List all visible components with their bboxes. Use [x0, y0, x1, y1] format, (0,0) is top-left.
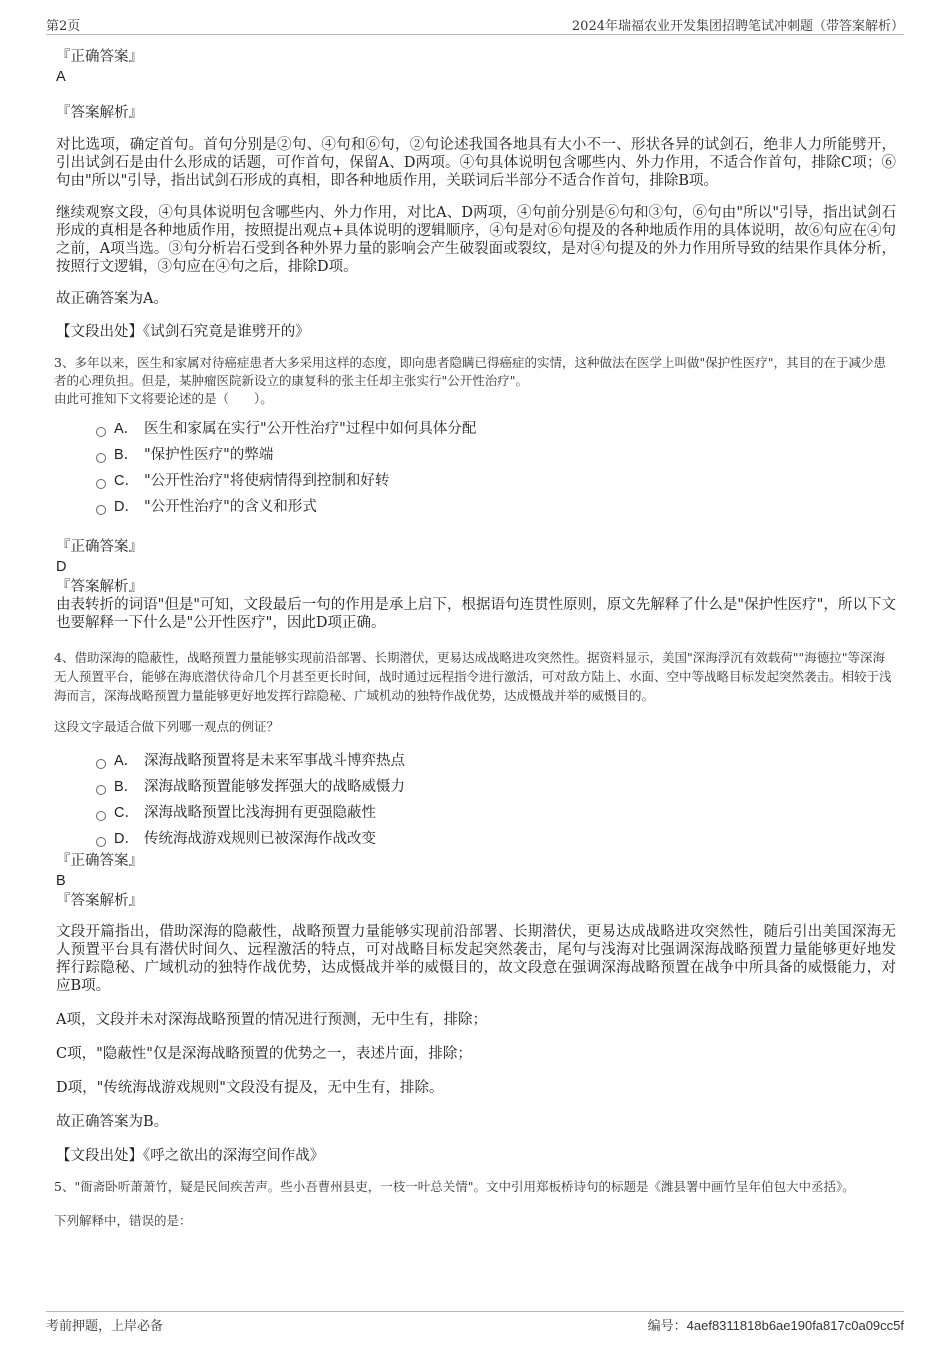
analysis-paragraph: A项，文段并未对深海战略预置的情况进行预测，无中生有，排除；: [56, 1012, 487, 1028]
option-c[interactable]: C． 深海战略预置比浅海拥有更强隐蔽性: [96, 800, 896, 826]
analysis-paragraph: C项，"隐蔽性"仅是深海战略预置的优势之一，表述片面，排除；: [56, 1046, 472, 1062]
analysis-conclusion: 故正确答案为A。: [56, 291, 168, 307]
question-prompt: 下列解释中，错误的是：: [54, 1213, 192, 1228]
question-stem: 4、借助深海的隐蔽性，战略预置力量能够实现前沿部署、长期潜伏，更易达成战略进攻突然性。据资料显示，美国"深海浮沉有效载荷""海德拉"等深海无人预置平台，能够在海底潜伏待命几个月甚至更长时间，战时通过远程指令进行激活，可对敌方陆上、水面、空中等战略目标发起突然袭击。相较于浅海而言，深海战略预置力量能够更好地发挥行踪隐秘、广域机动的独特作战优势，达成慑战并举的威慑目的。: [54, 650, 892, 703]
radio-icon[interactable]: [96, 759, 106, 769]
option-c[interactable]: C． "公开性治疗"将使病情得到控制和好转: [96, 468, 896, 494]
source-citation: 【文段出处】《试剑石究竟是谁劈开的》: [56, 324, 310, 340]
correct-answer: D: [56, 559, 67, 575]
option-d[interactable]: D． 传统海战游戏规则已被深海作战改变: [96, 826, 896, 852]
analysis-paragraph: D项，"传统海战游戏规则"文段没有提及，无中生有，排除。: [56, 1080, 444, 1096]
analysis-label: 『答案解析』: [56, 105, 143, 121]
page-header: [46, 14, 904, 35]
option-d[interactable]: D． "公开性治疗"的含义和形式: [96, 494, 896, 520]
option-b[interactable]: B． 深海战略预置能够发挥强大的战略威慑力: [96, 774, 896, 800]
analysis-paragraph: 继续观察文段，④句具体说明包含哪些内、外力作用，对比A、D两项，④句前分别是⑥句和③句，⑥句由"所以"引导，指出试剑石形成的真相是各种地质作用，按照提出观点+具体说明的逻辑顺序，④句是对⑥句提及的各种地质作用的具体说明，故⑥句应在④句之前，A项当选。③句分析岩石受到各种外界力量的影响会产生破裂面或裂纹，是对④句提及的外力作用所导致的结果作具体分析，按照行文逻辑，③句应在④句之后，排除D项。: [56, 205, 896, 275]
question-prompt: 这段文字最适合做下列哪一观点的例证？: [54, 719, 280, 734]
answer-label: 『正确答案』: [56, 49, 143, 65]
question-prompt: 由此可推知下文将要论述的是（ ）。: [54, 391, 273, 406]
option-list: [96, 748, 896, 852]
source-citation: 【文段出处】《呼之欲出的深海空间作战》: [56, 1148, 325, 1164]
analysis-conclusion: 故正确答案为B。: [56, 1114, 169, 1130]
option-a[interactable]: A． 医生和家属在实行"公开性治疗"过程中如何具体分配: [96, 416, 896, 442]
analysis-paragraph: 对比选项，确定首句。首句分别是②句、④句和⑥句，②句论述我国各地具有大小不一、形状各异的试剑石，绝非人力所能劈开，引出试剑石是由什么形成的话题，可作首句，保留A、D两项。④句具体说明包含哪些内、外力作用，不适合作首句，排除C项；⑥句由"所以"引导，指出试剑石形成的真相，即各种地质作用，关联词后半部分不适合作首句，排除B项。: [56, 137, 896, 189]
document-body: [56, 46, 896, 1230]
analysis-label: 『答案解析』: [56, 579, 143, 595]
option-list: [96, 416, 896, 520]
radio-icon[interactable]: [96, 505, 106, 515]
answer-label: 『正确答案』: [56, 853, 143, 869]
option-b[interactable]: B． "保护性医疗"的弊端: [96, 442, 896, 468]
radio-icon[interactable]: [96, 427, 106, 437]
analysis-paragraph: 由表转折的词语"但是"可知，文段最后一句的作用是承上启下，根据语句连贯性原则，原文先解释了什么是"保护性医疗"，所以下文也要解释一下什么是"公开性医疗"，因此D项正确。: [56, 597, 896, 631]
document-id: 编号：4aef8311818b6ae190fa817c0a09cc5f: [647, 1318, 904, 1333]
question-stem: 3、多年以来，医生和家属对待癌症患者大多采用这样的态度，即向患者隐瞒已得癌症的实情，这种做法在医学上叫做"保护性医疗"，其目的在于减少患者的心理负担。但是，某肿瘤医院新设立的康复科的张主任却主张实行"公开性治疗"。: [54, 355, 886, 388]
page-number: 第2页: [46, 19, 81, 34]
correct-answer: B: [56, 873, 66, 889]
page-footer: [46, 1311, 904, 1334]
correct-answer: A: [56, 69, 66, 85]
analysis-paragraph: 文段开篇指出，借助深海的隐蔽性，战略预置力量能够实现前沿部署、长期潜伏，更易达成战略进攻突然性，随后引出美国深海无人预置平台具有潜伏时间久、远程激活的特点，可对战略目标发起突然袭击，尾句与浅海对比强调深海战略预置力量能够更好地发挥行踪隐秘、广域机动的独特作战优势，达成慑战并举的威慑目的，故文段意在强调深海战略预置在战争中所具备的威慑能力，对应B项。: [56, 924, 896, 994]
radio-icon[interactable]: [96, 453, 106, 463]
footer-slogan: 考前押题，上岸必备: [46, 1319, 164, 1334]
document-title: 2024年瑞福农业开发集团招聘笔试冲刺题（带答案解析）: [571, 19, 904, 34]
option-a[interactable]: A． 深海战略预置将是未来军事战斗博弈热点: [96, 748, 896, 774]
question-stem: 5、"衙斋卧听萧萧竹，疑是民间疾苦声。些小吾曹州县吏，一枝一叶总关情"。文中引用郑板桥诗句的标题是《潍县署中画竹呈年伯包大中丞括》。: [54, 1179, 855, 1194]
analysis-label: 『答案解析』: [56, 893, 143, 909]
answer-label: 『正确答案』: [56, 539, 143, 555]
radio-icon[interactable]: [96, 837, 106, 847]
radio-icon[interactable]: [96, 479, 106, 489]
radio-icon[interactable]: [96, 785, 106, 795]
radio-icon[interactable]: [96, 811, 106, 821]
